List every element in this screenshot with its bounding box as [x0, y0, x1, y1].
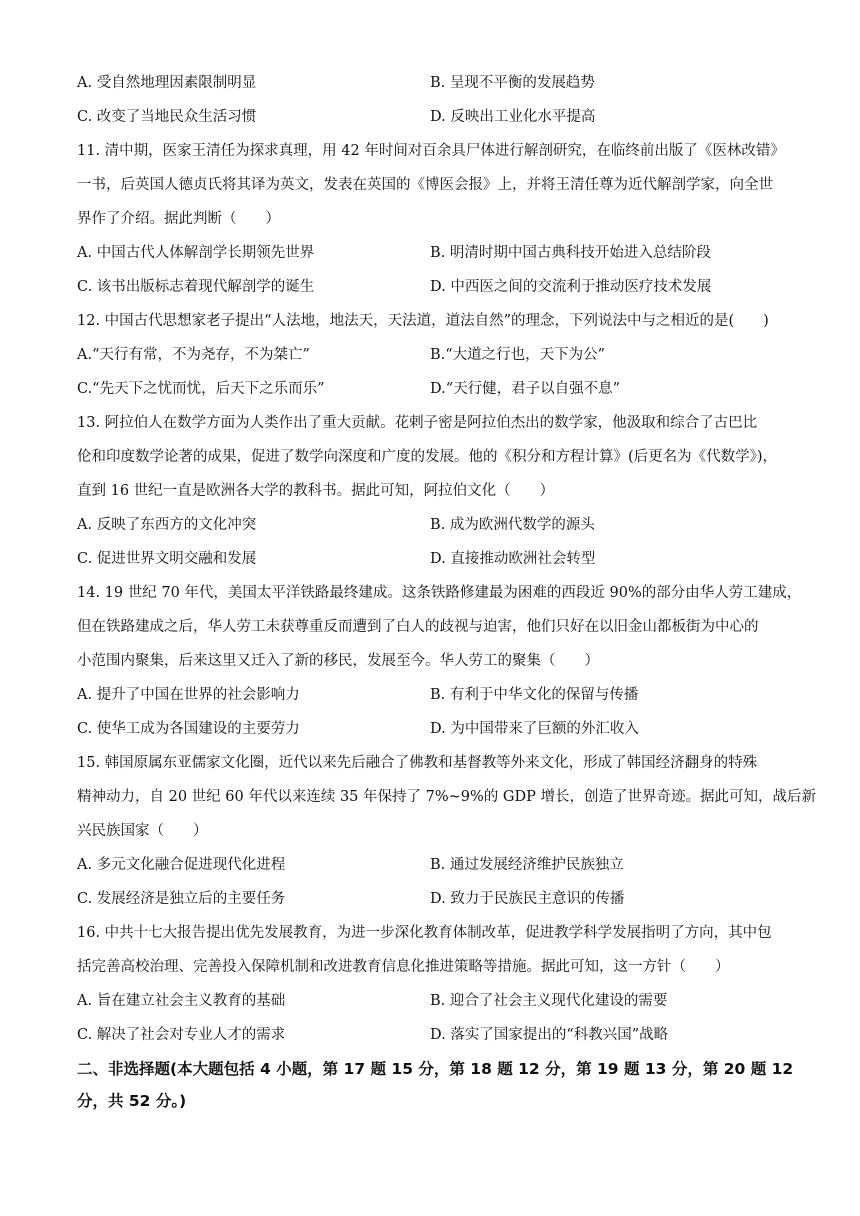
- q11-option-c: C. 该书出版标志着现代解剖学的诞生: [77, 279, 315, 295]
- q15-option-b: B. 通过发展经济维护民族独立: [430, 857, 624, 873]
- q12-option-a: A.“天行有常，不为尧存，不为桀亡”: [77, 347, 310, 363]
- q11-option-b: B. 明清时期中国古典科技开始进入总结阶段: [430, 245, 711, 261]
- q16-stem-line-1: 16. 中共十七大报告提出优先发展教育，为进一步深化教育体制改革，促进教学科学发展指明了方向，其中包: [77, 925, 772, 941]
- q16-stem-line-2: 括完善高校治理、完善投入保障机制和改进教育信息化推进策略等措施。据此可知，这一方针（ ）: [77, 959, 730, 975]
- q15-option-d: D. 致力于民族民主意识的传播: [430, 891, 625, 907]
- q16-option-c: C. 解决了社会对专业人才的需求: [77, 1027, 286, 1043]
- q15-option-a: A. 多元文化融合促进现代化进程: [77, 857, 286, 873]
- q13-stem-line-3: 直到 16 世纪一直是欧洲各大学的教科书。据此可知，阿拉伯文化（ ）: [77, 483, 555, 499]
- q13-option-b: B. 成为欧洲代数学的源头: [430, 517, 595, 533]
- q12-stem-line-1: 12. 中国古代思想家老子提出“人法地，地法天，天法道，道法自然”的理念，下列说法中与之相近的是( ): [77, 313, 769, 329]
- q12-option-b: B.“大道之行也，天下为公”: [430, 347, 606, 363]
- q14-stem-line-2: 但在铁路建成之后，华人劳工未获尊重反而遭到了白人的歧视与迫害，他们只好在以旧金山都板街为中心的: [77, 619, 759, 635]
- q11-option-a: A. 中国古代人体解剖学长期领先世界: [77, 245, 315, 261]
- q15-option-c: C. 发展经济是独立后的主要任务: [77, 891, 286, 907]
- q15-stem-line-1: 15. 韩国原属东亚儒家文化圈，近代以来先后融合了佛教和基督教等外来文化，形成了韩国经济翻身的特殊: [77, 755, 758, 771]
- q10-option-b: B. 呈现不平衡的发展趋势: [430, 75, 595, 91]
- q12-option-d: D.“天行健，君子以自强不息”: [430, 381, 621, 397]
- q13-option-c: C. 促进世界文明交融和发展: [77, 551, 257, 567]
- q10-option-d: D. 反映出工业化水平提高: [430, 109, 596, 125]
- section-2-heading-line-1: 二、非选择题(本大题包括 4 小题，第 17 题 15 分，第 18 题 12 分，第 19 题 13 分，第 20 题 12: [77, 1060, 794, 1078]
- q14-option-b: B. 有利于中华文化的保留与传播: [430, 687, 639, 703]
- q10-option-c: C. 改变了当地民众生活习惯: [77, 109, 257, 125]
- q14-stem-line-3: 小范围内聚集，后来这里又迁入了新的移民，发展至今。华人劳工的聚集（ ）: [77, 653, 599, 669]
- q13-option-a: A. 反映了东西方的文化冲突: [77, 517, 257, 533]
- q12-option-c: C.“先天下之忧而忧，后天下之乐而乐”: [77, 381, 325, 397]
- q11-stem-line-3: 界作了介绍。据此判断（ ）: [77, 211, 280, 227]
- q11-option-d: D. 中西医之间的交流利于推动医疗技术发展: [430, 279, 712, 295]
- q16-option-b: B. 迎合了社会主义现代化建设的需要: [430, 993, 668, 1009]
- q16-option-d: D. 落实了国家提出的“科教兴国”战略: [430, 1027, 669, 1043]
- q13-stem-line-1: 13. 阿拉伯人在数学方面为人类作出了重大贡献。花剌子密是阿拉伯杰出的数学家，他汲取和综合了古巴比: [77, 415, 758, 431]
- q10-option-a: A. 受自然地理因素限制明显: [77, 75, 257, 91]
- q15-stem-line-2: 精神动力，自 20 世纪 60 年代以来连续 35 年保持了 7%~9%的 GDP 增长，创造了世界奇迹。据此可知，战后新: [77, 789, 816, 805]
- q13-stem-line-2: 伦和印度数学论著的成果，促进了数学向深度和广度的发展。他的《积分和方程计算》(后更名为《代数学》)，: [77, 449, 778, 465]
- q11-stem-line-2: 一书，后英国人德贞氏将其译为英文，发表在英国的《博医会报》上，并将王清任尊为近代解剖学家，向全世: [77, 177, 773, 193]
- q14-stem-line-1: 14. 19 世纪 70 年代，美国太平洋铁路最终建成。这条铁路修建最为困难的西段近 90%的部分由华人劳工建成，: [77, 585, 802, 601]
- q13-option-d: D. 直接推动欧洲社会转型: [430, 551, 596, 567]
- q11-stem-line-1: 11. 清中期，医家王清任为探求真理，用 42 年时间对百余具尸体进行解剖研究，在临终前出版了《医林改错》: [77, 143, 785, 159]
- section-2-heading-line-2: 分，共 52 分。): [77, 1092, 187, 1110]
- q16-option-a: A. 旨在建立社会主义教育的基础: [77, 993, 286, 1009]
- q14-option-a: A. 提升了中国在世界的社会影响力: [77, 687, 300, 703]
- q14-option-d: D. 为中国带来了巨额的外汇收入: [430, 721, 639, 737]
- q14-option-c: C. 使华工成为各国建设的主要劳力: [77, 721, 300, 737]
- q15-stem-line-3: 兴民族国家（ ）: [77, 823, 208, 839]
